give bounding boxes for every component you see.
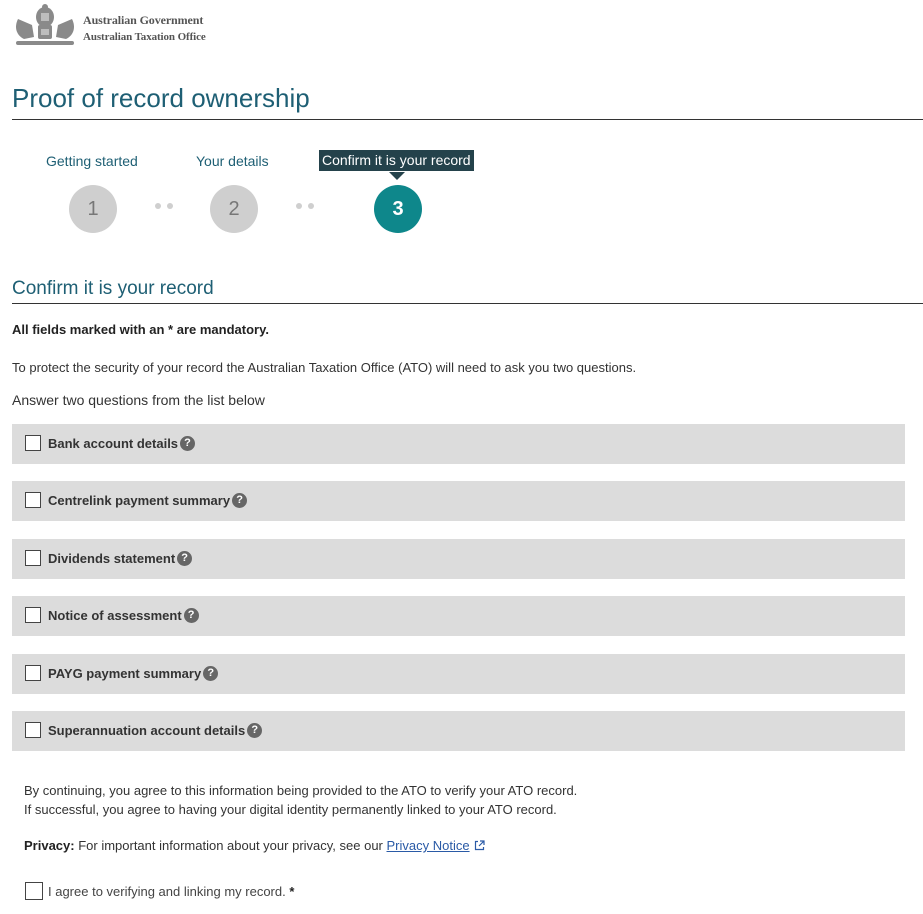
external-link-icon <box>474 839 485 854</box>
step-circle-1[interactable]: 1 <box>69 185 117 233</box>
australian-government-crest-logo <box>12 3 78 49</box>
privacy-text: For important information about your privacy, see our <box>74 838 387 853</box>
active-step-pointer <box>389 172 405 180</box>
question-label <box>48 666 218 681</box>
question-label-text: PAYG payment summary <box>48 666 202 681</box>
question-row-payg[interactable] <box>12 654 905 694</box>
step-label-getting-started[interactable]: Getting started <box>46 153 138 169</box>
agree-label-text: I agree to verifying and linking my record. <box>48 884 286 899</box>
title-divider <box>12 119 923 120</box>
question-label <box>48 608 199 623</box>
government-name: Australian Government <box>83 13 204 27</box>
question-row-bank-account[interactable] <box>12 424 905 464</box>
consent-line-2: If successful, you agree to having your digital identity permanently linked to your ATO record. <box>24 802 557 817</box>
question-label <box>48 436 195 451</box>
agree-label[interactable] <box>48 884 294 899</box>
page-title: Proof of record ownership <box>12 83 310 113</box>
question-label <box>48 723 262 738</box>
step-connector-dot <box>296 203 302 209</box>
question-label <box>48 493 247 508</box>
privacy-statement <box>24 838 485 854</box>
step-label-your-details[interactable]: Your details <box>196 153 269 169</box>
question-checkbox[interactable] <box>25 722 41 738</box>
section-title: Confirm it is your record <box>12 278 214 299</box>
step-label-confirm-record: Confirm it is your record <box>319 150 474 171</box>
question-circle-icon[interactable]: ? <box>177 551 192 566</box>
question-row-superannuation[interactable] <box>12 711 905 751</box>
privacy-notice-link[interactable]: Privacy Notice <box>386 838 470 853</box>
question-checkbox[interactable] <box>25 665 41 681</box>
step-circle-3: 3 <box>374 185 422 233</box>
question-label-text: Dividends statement <box>48 551 176 566</box>
question-label-text: Bank account details <box>48 436 179 451</box>
agree-checkbox[interactable] <box>25 882 43 900</box>
office-name: Australian Taxation Office <box>83 31 206 43</box>
agency-name <box>83 14 206 43</box>
question-label-text: Superannuation account details <box>48 723 246 738</box>
question-label-text: Notice of assessment <box>48 608 182 623</box>
question-checkbox[interactable] <box>25 607 41 623</box>
consent-text <box>24 781 577 819</box>
question-label-text: Centrelink payment summary <box>48 493 231 508</box>
question-circle-icon[interactable]: ? <box>203 666 218 681</box>
question-circle-icon[interactable]: ? <box>232 493 247 508</box>
step-circle-2[interactable]: 2 <box>210 185 258 233</box>
mandatory-note: All fields marked with an * are mandatory. <box>12 322 269 337</box>
question-row-notice-of-assessment[interactable] <box>12 596 905 636</box>
question-circle-icon[interactable]: ? <box>247 723 262 738</box>
question-checkbox[interactable] <box>25 435 41 451</box>
instruction-text: Answer two questions from the list below <box>12 392 265 408</box>
privacy-label: Privacy: <box>24 838 75 853</box>
required-marker: * <box>289 884 295 899</box>
step-connector-dot <box>167 203 173 209</box>
section-divider <box>12 303 923 304</box>
step-connector-dot <box>155 203 161 209</box>
question-row-centrelink[interactable] <box>12 481 905 521</box>
question-circle-icon[interactable]: ? <box>184 608 199 623</box>
question-label <box>48 551 192 566</box>
question-checkbox[interactable] <box>25 492 41 508</box>
step-connector-dot <box>308 203 314 209</box>
question-circle-icon[interactable]: ? <box>180 436 195 451</box>
intro-text: To protect the security of your record the Australian Taxation Office (ATO) will need to ask you two questions. <box>12 360 637 375</box>
question-checkbox[interactable] <box>25 550 41 566</box>
consent-line-1: By continuing, you agree to this information being provided to the ATO to verify your ATO record. <box>24 783 578 798</box>
question-row-dividends[interactable] <box>12 539 905 579</box>
